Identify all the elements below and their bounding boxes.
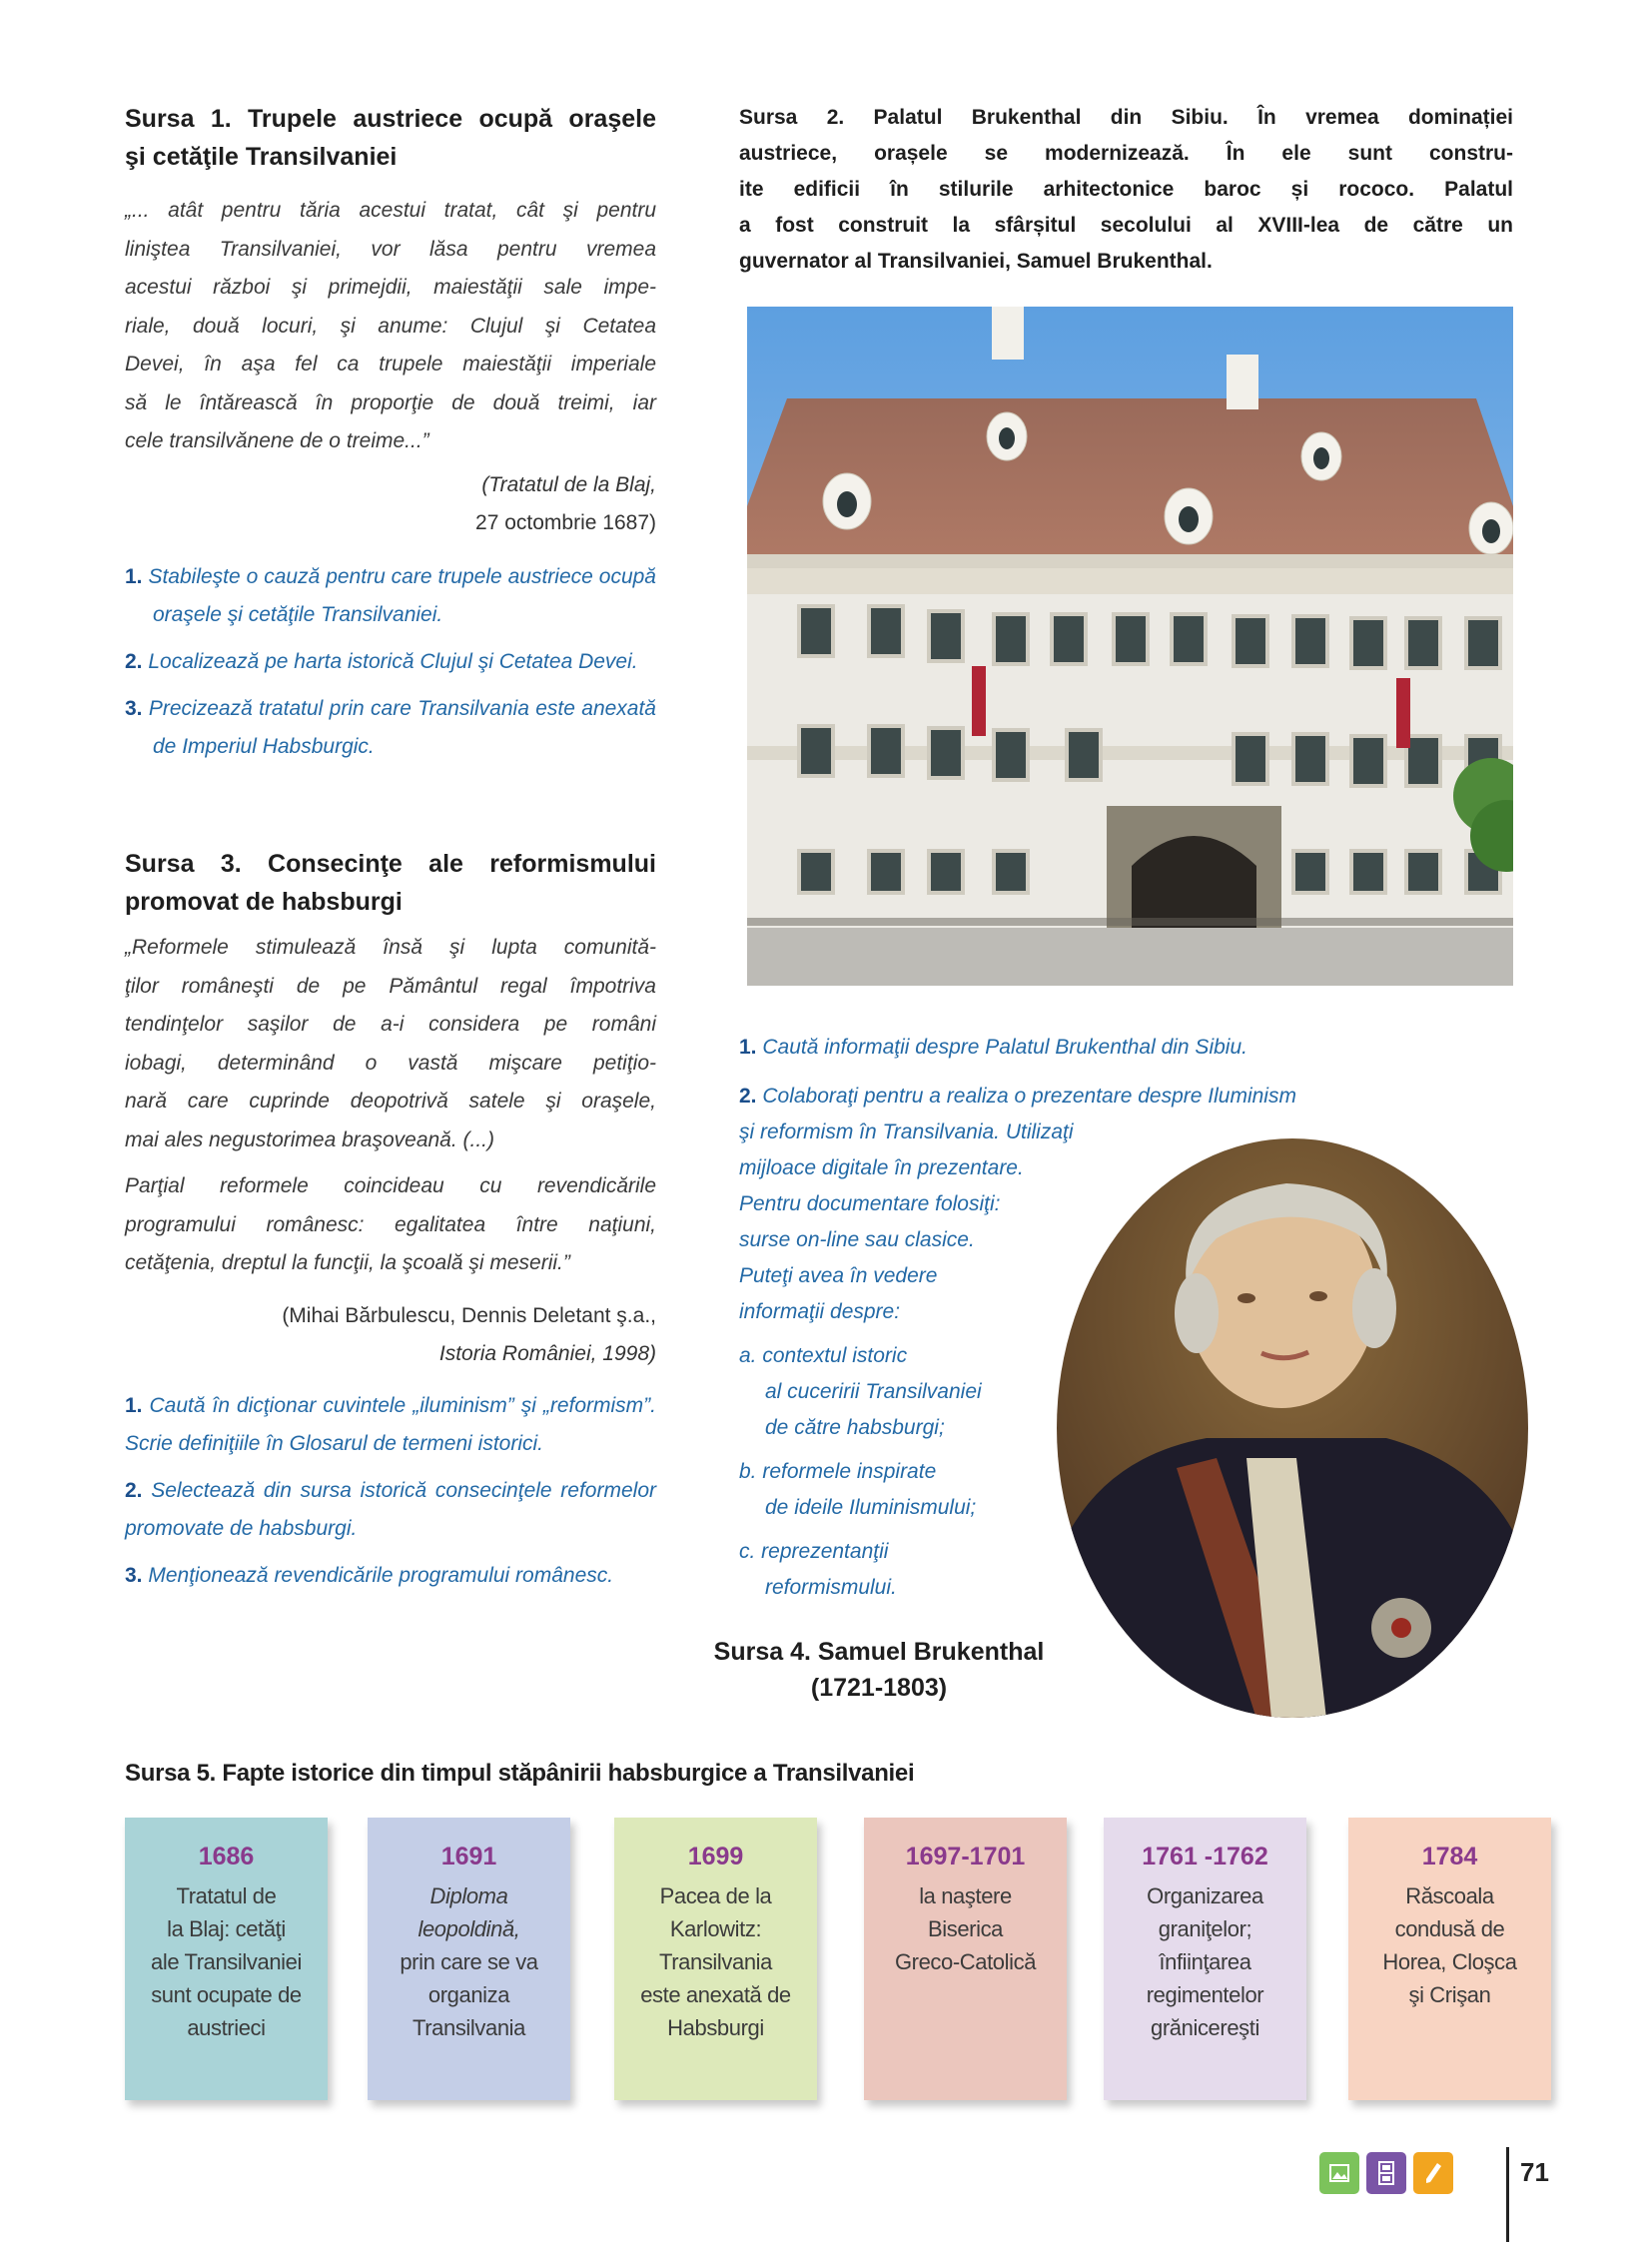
caption-line: (1721-1803)	[810, 1674, 948, 1702]
source5-title: Sursa 5. Fapte istorice din timpul stăpânirii habsburgice a Transilvaniei	[125, 1760, 915, 1787]
source3-quote	[125, 929, 656, 1159]
card-text-line: Greco-Catolică	[894, 1949, 1037, 1974]
source3-questions	[125, 1387, 656, 1595]
question-number: 2.	[125, 1478, 143, 1502]
source3-section	[125, 845, 656, 1604]
text-line: nară care cuprinde deopotrivă satele şi oraşele,	[125, 1090, 656, 1113]
timeline-card	[864, 1818, 1067, 2100]
text-line: ţilor româneşti de pe Pământul regal împotriva	[125, 974, 656, 998]
question-line: surse on-line sau clasice.	[739, 1228, 975, 1251]
title-line: promovat de habsburgi	[125, 888, 403, 916]
card-text-line: regimentelor	[1146, 1982, 1264, 2007]
question-text: Caută în dicţionar cuvintele „iluminism” şi „reformism”. Scrie definiţiile în Glosarul de termeni istorici.	[125, 1393, 656, 1455]
source1-section	[125, 100, 656, 775]
text-line: Parţial reformele coincideau cu revendicările	[125, 1174, 656, 1197]
question-text: Selectează din sursa istorică consecinţele reformelor promovate de habsburgi.	[125, 1478, 656, 1540]
question-line: Pentru documentare folosiţi:	[739, 1192, 1001, 1215]
source4-caption	[689, 1634, 1069, 1706]
source1-quote	[125, 192, 656, 461]
card-text	[614, 1879, 817, 2044]
card-year: 1691	[440, 1843, 497, 1870]
card-text-line: Karlowitz:	[669, 1916, 762, 1941]
question-number: 3.	[125, 1563, 143, 1587]
brukenthal-palace-photo	[747, 307, 1513, 986]
card-text-line: grănicereşti	[1151, 2015, 1259, 2040]
card-text-line: austrieci	[187, 2015, 266, 2040]
text-line: Sursa 2. Palatul Brukenthal din Sibiu. În vremea dominației	[739, 106, 1513, 129]
text-line: cetăţenia, dreptul la funcţii, la şcoală şi meserii.”	[125, 1251, 570, 1274]
source3-title	[125, 845, 656, 921]
question-text: Menţionează revendicările programului românesc.	[148, 1563, 614, 1587]
samuel-brukenthal-portrait	[1057, 1138, 1529, 1719]
question-item	[125, 1557, 656, 1595]
question-number: 3.	[125, 696, 143, 720]
card-year: 1686	[198, 1843, 255, 1870]
sub-item-line: de ideile Iluminismului;	[765, 1496, 977, 1519]
text-line: guvernator al Transilvaniei, Samuel Brukenthal.	[739, 250, 1213, 273]
page-divider	[1506, 2147, 1509, 2242]
text-line: să le întărească în proporţie de două treimi, iar	[125, 390, 656, 414]
card-text-line: Organizarea	[1147, 1883, 1263, 1908]
question-number: 2.	[125, 649, 143, 673]
text-line: iobagi, determinând o vastă mişcare petiţio-	[125, 1051, 656, 1075]
question-number: 1.	[125, 1393, 143, 1417]
question-item	[125, 1387, 656, 1463]
card-text-line: graniţelor;	[1158, 1916, 1252, 1941]
card-text-line: organiza	[427, 1982, 510, 2007]
portrait-illustration	[1057, 1138, 1529, 1719]
sub-item-line: b. reformele inspirate	[739, 1460, 937, 1483]
image-icon[interactable]	[1319, 2152, 1359, 2194]
citation-line: (Mihai Bărbulescu, Dennis Deletant ş.a.,	[282, 1303, 656, 1327]
timeline-card	[368, 1818, 570, 2100]
question-line: informaţii despre:	[739, 1300, 901, 1323]
card-text-line: Transilvania	[413, 2015, 525, 2040]
question-first-line	[739, 1079, 1296, 1115]
text-line: tendinţelor saşilor de a-i considera pe români	[125, 1013, 656, 1036]
text-line: acestui război şi primejdii, maiestăţii sale impe-	[125, 276, 656, 299]
card-text-line: prin care se va	[400, 1949, 538, 1974]
sub-item-line: a. contextul istoric	[739, 1344, 908, 1367]
film-icon[interactable]	[1366, 2152, 1406, 2194]
card-text-line: înfiinţarea	[1159, 1949, 1251, 1974]
card-year: 1784	[1421, 1843, 1478, 1870]
question-number: 1.	[739, 1036, 757, 1059]
card-text-line: la naştere	[919, 1883, 1012, 1908]
card-text-line: Pacea de la	[659, 1883, 772, 1908]
card-year: 1699	[687, 1843, 744, 1870]
card-text	[1104, 1879, 1306, 2044]
text-line: mai ales negustorimea braşoveană. (...)	[125, 1127, 495, 1151]
question-number: 1.	[125, 564, 143, 588]
timeline-card	[1348, 1818, 1551, 2100]
question-number: 2.	[739, 1085, 757, 1108]
timeline-card	[614, 1818, 817, 2100]
card-text	[1348, 1879, 1551, 2011]
question-text: Stabileşte o cauză pentru care trupele austriece ocupă oraşele şi cetăţile Transilvaniei.	[148, 564, 656, 626]
palace-illustration	[747, 307, 1513, 986]
source1-title	[125, 100, 656, 176]
text-line: cele transilvănene de o treime...”	[125, 429, 429, 452]
citation-line: (Tratatul de la Blaj,	[481, 472, 656, 496]
source2-question-1	[739, 1029, 1247, 1067]
text-line: programului românesc: egalitatea între naţiuni,	[125, 1212, 656, 1236]
sub-item-line: al cuceririi Transilvaniei	[765, 1380, 982, 1403]
text-line: Devei, în aşa fel ca trupele maiestăţii imperiale	[125, 353, 656, 375]
sub-item-line: c. reprezentanţii	[739, 1540, 889, 1563]
timeline-card	[125, 1818, 328, 2100]
card-text-line: Răscoala	[1405, 1883, 1494, 1908]
question-line: Puteţi avea în vedere	[739, 1264, 938, 1287]
card-text	[368, 1879, 570, 2044]
sub-item-line: reformismului.	[765, 1576, 897, 1599]
text-line: austriece, orașele se modernizează. În ele sunt constru-	[739, 142, 1513, 165]
text-line: „... atât pentru tăria acestui tratat, cât şi pentru	[125, 199, 656, 222]
card-text-line: este anexată de	[640, 1982, 791, 2007]
card-year: 1697-1701	[905, 1843, 1026, 1870]
question-item	[125, 643, 656, 681]
card-text-line: la Blaj: cetăţi	[167, 1916, 286, 1941]
source3-citation	[125, 1297, 656, 1373]
question-text: Caută informaţii despre Palatul Brukenthal din Sibiu.	[762, 1036, 1247, 1059]
text-line: ite edificii în stilurile arhitectonice baroc și rococo. Palatul	[739, 178, 1513, 201]
title-line: Sursa 1. Trupele austriece ocupă oraşele	[125, 105, 656, 133]
source3-quote-part2	[125, 1167, 656, 1283]
card-text-line: Diploma	[429, 1883, 508, 1908]
sub-item-line: de către habsburgi;	[765, 1416, 945, 1439]
citation-line: Istoria României, 1998)	[438, 1341, 656, 1365]
title-line: Sursa 3. Consecinţe ale reformismului	[125, 850, 656, 878]
card-text-line: sunt ocupate de	[151, 1982, 302, 2007]
question-item	[125, 690, 656, 766]
card-text-line: Horea, Cloşca	[1382, 1949, 1517, 1974]
text-line: riale, două locuri, şi anume: Clujul şi Cetatea	[125, 314, 656, 338]
source1-questions	[125, 558, 656, 766]
card-text	[864, 1879, 1067, 1978]
citation-line: 27 octombrie 1687)	[475, 510, 656, 534]
card-text-line: leopoldină,	[417, 1916, 520, 1941]
question-text: Localizează pe harta istorică Clujul şi Cetatea Devei.	[148, 649, 638, 673]
page-number: 71	[1520, 2157, 1549, 2187]
question-text: Precizează tratatul prin care Transilvania este anexată de Imperiul Habsburgic.	[148, 696, 656, 758]
card-year: 1761 -1762	[1142, 1843, 1268, 1870]
card-text-line: ale Transilvaniei	[151, 1949, 302, 1974]
question-item	[125, 1472, 656, 1548]
card-text-line: condusă de	[1394, 1916, 1505, 1941]
card-text-line: şi Crişan	[1408, 1982, 1491, 2007]
source2-title	[739, 100, 1513, 280]
caption-line: Sursa 4. Samuel Brukenthal	[713, 1638, 1045, 1666]
card-text	[125, 1879, 328, 2044]
source1-citation	[125, 466, 656, 542]
card-text-line: Tratatul de	[176, 1883, 277, 1908]
pencil-icon[interactable]	[1413, 2152, 1453, 2194]
text-line: liniştea Transilvaniei, vor lăsa pentru vremea	[125, 237, 656, 261]
question-line: mijloace digitale în prezentare.	[739, 1156, 1024, 1179]
card-text-line: Habsburgi	[667, 2015, 764, 2040]
question-line: şi reformism în Transilvania. Utilizaţi	[739, 1121, 1074, 1143]
question-text: Colaboraţi pentru a realiza o prezentare despre Iluminism	[762, 1085, 1296, 1108]
text-line: „Reformele stimulează însă şi lupta comunită-	[125, 936, 656, 959]
card-text-line: Transilvania	[659, 1949, 772, 1974]
text-line: a fost construit la sfârșitul secolului al XVIII-lea de către un	[739, 214, 1513, 237]
title-line: şi cetăţile Transilvaniei	[125, 143, 398, 171]
question-item	[125, 558, 656, 634]
card-text-line: Biserica	[927, 1916, 1004, 1941]
timeline-card	[1104, 1818, 1306, 2100]
